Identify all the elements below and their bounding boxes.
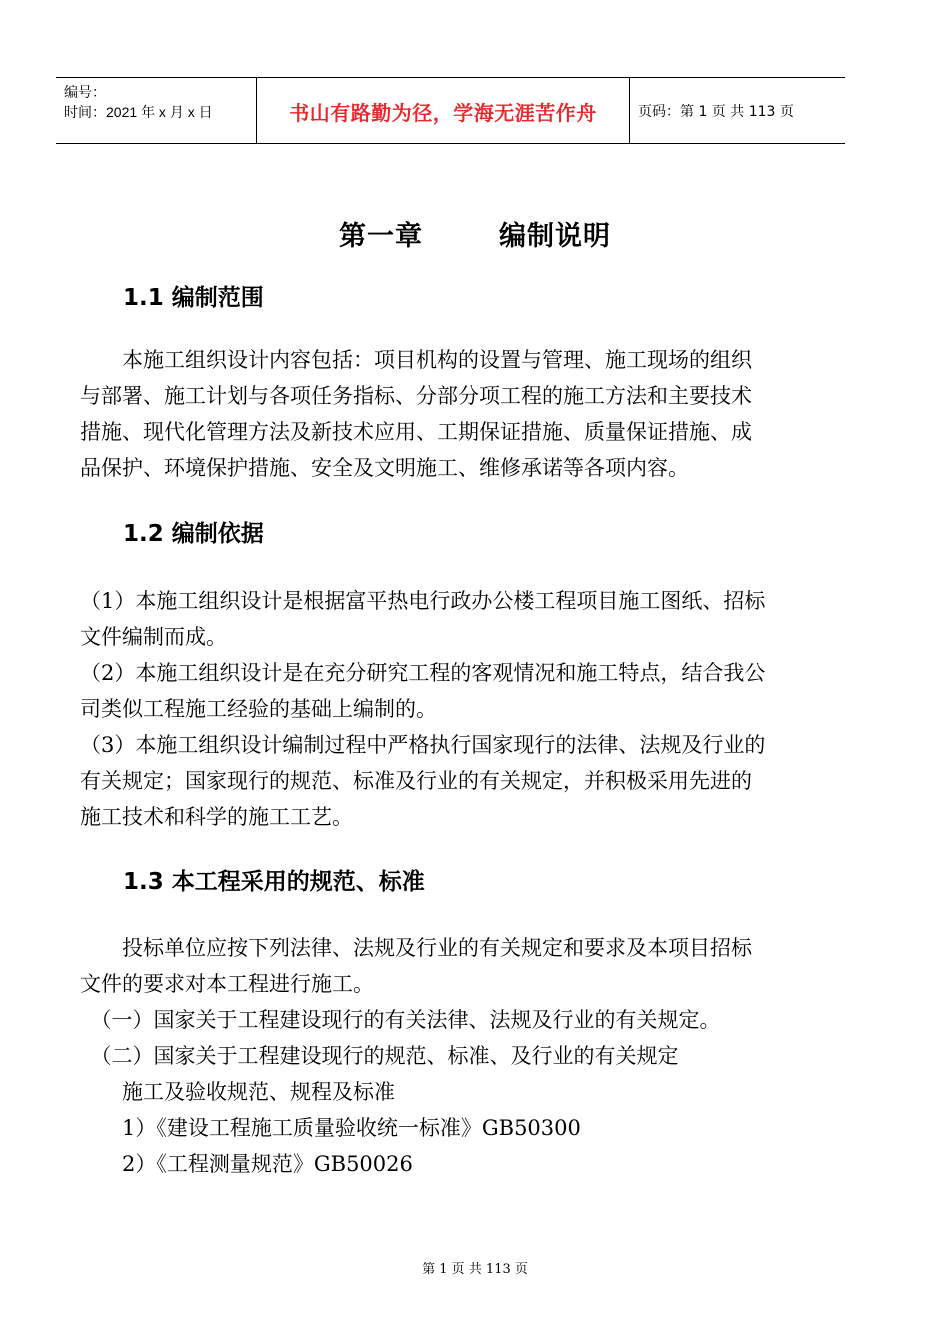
text-line: 与部署、施工计划与各项任务指标、分部分项工程的施工方法和主要技术 — [80, 384, 752, 408]
chapter-number: 第一章 — [339, 221, 423, 252]
page-footer: 第 1 页 共 113 页 — [422, 1262, 528, 1277]
text-line: 文件的要求对本工程进行施工。 — [80, 972, 374, 996]
chapter-title — [0, 214, 950, 253]
text-line: （3）本施工组织设计编制过程中严格执行国家现行的法律、法规及行业的 — [80, 733, 766, 757]
section-heading: 1.1 编制范围 — [123, 285, 264, 311]
text-line: （一）国家关于工程建设现行的有关法律、法规及行业的有关规定。 — [80, 1008, 721, 1032]
header-page-label: 页码：第 1 页 共 113 页 — [638, 104, 794, 120]
text-line: （1）本施工组织设计是根据富平热电行政办公楼工程项目施工图纸、招标 — [80, 589, 766, 613]
paragraph — [80, 342, 825, 486]
text-line: 本施工组织设计内容包括：项目机构的设置与管理、施工现场的组织 — [80, 348, 752, 372]
text-line: 施工及验收规范、规程及标准 — [80, 1080, 395, 1104]
text-line: （二）国家关于工程建设现行的规范、标准、及行业的有关规定 — [80, 1044, 679, 1068]
header-table — [56, 77, 845, 144]
text-line: 施工技术和科学的施工工艺。 — [80, 805, 353, 829]
text-line: 有关规定；国家现行的规范、标准及行业的有关规定，并积极采用先进的 — [80, 769, 752, 793]
header-motto: 书山有路勤为径，学海无涯苦作舟 — [289, 100, 597, 125]
text-line: 2）《工程测量规范》GB50026 — [80, 1152, 413, 1176]
time-label: 时间：2021 年 x 月 x 日 — [64, 104, 213, 120]
chapter-name: 编制说明 — [499, 221, 611, 252]
text-line: 文件编制而成。 — [80, 625, 227, 649]
paragraph — [80, 930, 825, 1182]
text-line: 措施、现代化管理方法及新技术应用、工期保证措施、质量保证措施、成 — [80, 420, 752, 444]
number-label: 编号： — [64, 84, 106, 100]
text-line: 品保护、环境保护措施、安全及文明施工、维修承诺等各项内容。 — [80, 456, 689, 480]
text-line: （2）本施工组织设计是在充分研究工程的客观情况和施工特点，结合我公 — [80, 661, 766, 685]
paragraph — [80, 583, 825, 835]
header-left-cell — [64, 82, 213, 122]
text-line: 1）《建设工程施工质量验收统一标准》GB50300 — [80, 1116, 581, 1140]
text-line: 司类似工程施工经验的基础上编制的。 — [80, 697, 437, 721]
header-divider — [629, 78, 630, 143]
text-line: 投标单位应按下列法律、法规及行业的有关规定和要求及本项目招标 — [80, 936, 752, 960]
section-heading: 1.2 编制依据 — [123, 521, 264, 547]
section-heading: 1.3 本工程采用的规范、标准 — [123, 869, 425, 895]
